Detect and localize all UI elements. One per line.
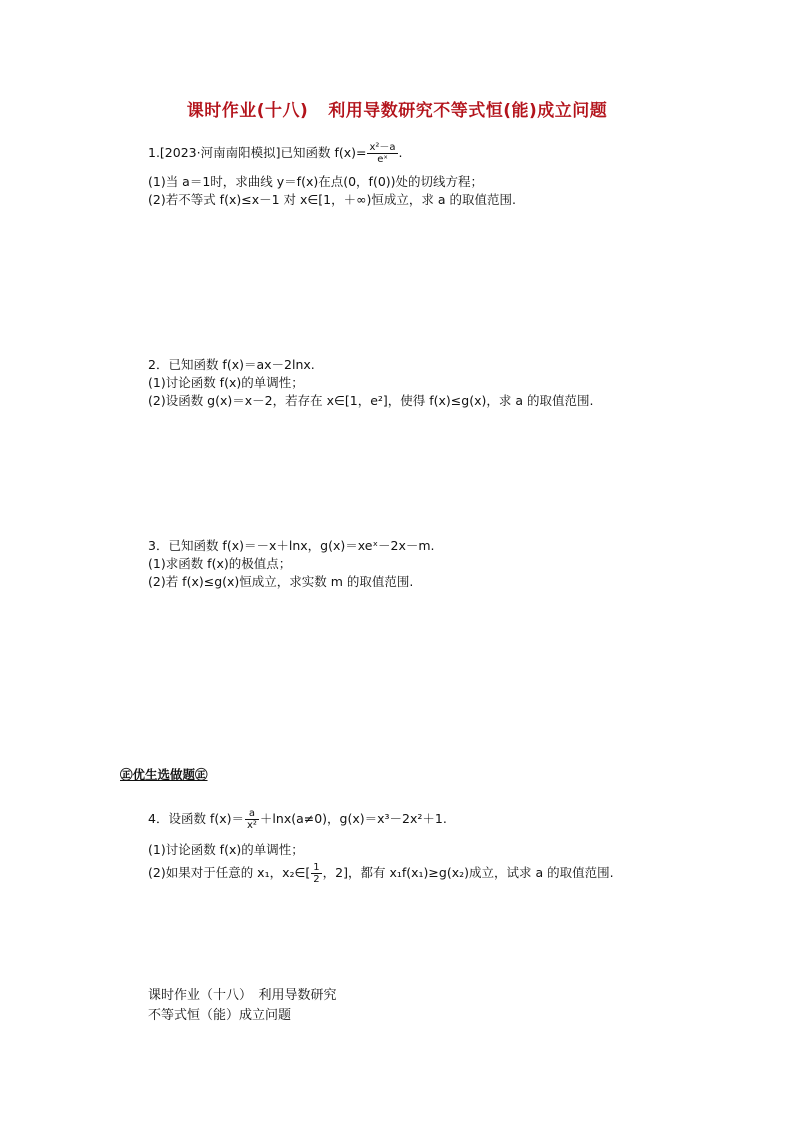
problem-2-part-2: (2)设函数 g(x)＝x－2，若存在 x∈[1，e²]，使得 f(x)≤g(x)，求 a 的取值范围. [148, 393, 594, 408]
footer-line-1: 课时作业（十八） 利用导数研究 [148, 988, 337, 1003]
problem-4-lead: 4．设函数 f(x)＝ $\frac{a}{\text{x²}}$ ＋lnx(a≠0)，g(x)＝x³－2x²＋1. [148, 808, 447, 831]
problem-1-fraction: $\frac{\text{x²－a}}{\text{eˣ}}$ [369, 142, 396, 165]
optional-section-label: ㊣优生选做题㊣ [120, 767, 208, 782]
problem-2-lead: 2．已知函数 f(x)＝ax－2lnx. [148, 357, 315, 372]
problem-1-part-2: (2)若不等式 f(x)≤x－1 对 x∈[1，＋∞)恒成立，求 a 的取值范围. [148, 192, 516, 207]
title-part-2: 利用导数研究不等式恒(能)成立问题 [328, 101, 608, 121]
title-part-1: 课时作业(十八) [186, 101, 309, 121]
problem-4-interval-fraction: $\frac{1}{2}$ [313, 862, 320, 885]
footer-line-2: 不等式恒（能）成立问题 [148, 1008, 292, 1023]
problem-3-part-2: (2)若 f(x)≤g(x)恒成立，求实数 m 的取值范围. [148, 574, 414, 589]
problem-1-part-1: (1)当 a＝1时，求曲线 y＝f(x)在点(0，f(0))处的切线方程； [148, 174, 484, 189]
problem-3-part-1: (1)求函数 f(x)的极值点； [148, 556, 292, 571]
problem-4-part-2: (2)如果对于任意的 x₁，x₂∈[ $\frac{1}{2}$ ，2]，都有 x₁f(x₁)≥g(x₂)成立，试求 a 的取值范围. [148, 862, 614, 885]
problem-1-lead: 1.[2023·河南南阳模拟]已知函数 f(x)= $\frac{\text{x²－a}}{\text{eˣ}}$ . [148, 142, 403, 165]
page-title [0, 96, 794, 121]
problem-3-lead: 3．已知函数 f(x)＝－x＋lnx，g(x)＝xeˣ－2x－m. [148, 538, 435, 553]
problem-4-fraction: $\frac{a}{\text{x²}}$ [246, 808, 257, 831]
problem-4-part-1: (1)讨论函数 f(x)的单调性； [148, 842, 304, 857]
problem-2-part-1: (1)讨论函数 f(x)的单调性； [148, 375, 304, 390]
